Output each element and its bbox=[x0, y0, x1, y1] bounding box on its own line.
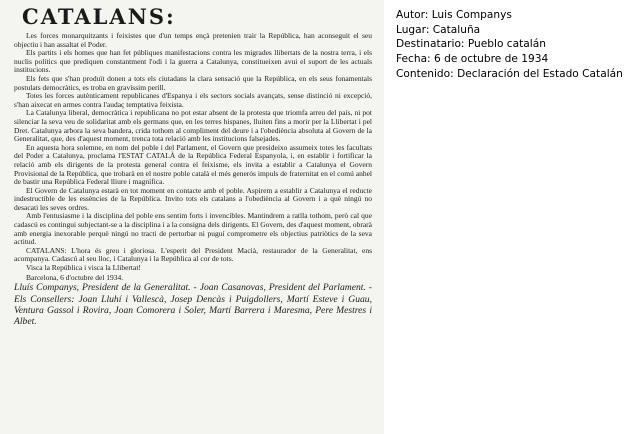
document-paragraph: En aquesta hora solemne, en nom del poble i del Parlament, el Govern que presideixo assumeix totes les facultats del Poder a Catalunya, proclama l'ESTAT CATALÀ de la República Federal Espanyola, i, en establir i fortificar la relació amb els dirigents de la protesta general contra el feixisme, els invita a establir a Catalunya el Govern Provisional de la República, que trobarà en el nostre poble català el més generós impuls de fraternitat en el comú anhel de bastir una República Federal lliure i magnífica. bbox=[14, 142, 372, 187]
metadata-content: Contenido: Declaración del Estado Catalán bbox=[396, 67, 623, 80]
document-paragraph: Amb l'entusiasme i la disciplina del poble ens sentim forts i invencibles. Mantindrem a ratlla tothom, però cal que cadascú es contingui subjectant-se a la disciplina i a la consigna dels dirigents. El Govern, des d'aquest moment, obrarà amb energia inexorable perquè ningú no tracti de pertorbar ni puguí comprometre els objectius patriòtics de la seva actitud. bbox=[14, 211, 372, 247]
signatories: Lluís Companys, President de la Generalitat. - Joan Casanovas, President del Parlament. - Els Consellers: Joan Lluhí i Vallescà, Josep Dencàs i Puigdollers, Martí Esteve i Guau, Ventura Gassol i Rovira, Joan Comorera i Soler, Martí Barrera i Maresma, Pere Mestres i Albet. bbox=[14, 282, 372, 328]
place-date: Barcelona, 6 d'octubre del 1934. bbox=[26, 272, 124, 282]
document-paragraph: Els fets que s'han produït donen a tots els ciutadans la clara sensació que la República, en els seus fonamentals postulats democràtics, es troba en gravíssim perill. bbox=[14, 73, 372, 92]
document-paragraph: El Govern de Catalunya estarà en tot moment en contacte amb el poble. Aspirem a establir a Catalunya el reducte indestructible de les essències de la República. Invito tots els catalans a l'obediència al Govern i a què ningú no desacati les seves ordres. bbox=[14, 185, 372, 212]
metadata-date: Fecha: 6 de octubre de 1934 bbox=[396, 53, 549, 66]
metadata-author: Autor: Luis Companys bbox=[396, 9, 512, 21]
document-paragraph: Els partits i els homes que han fet públiques manifestacions contra les migrades llibertats de la nostra terra, i els nuclis polítics que prediquen constantment l'odi i la guerra a Catalunya, constitueixen avui el suport de les actuals institucions. bbox=[14, 48, 372, 75]
document-paragraph: Totes les forces autènticament republicanes d'Espanya i els sectors socials avançats, sense distinció ni excepció, s'han aixecat en armes contra l'audaç temptativa feixista. bbox=[14, 91, 372, 109]
document-title: CATALANS: bbox=[22, 4, 176, 29]
document-body bbox=[14, 32, 372, 328]
metadata-panel bbox=[396, 8, 640, 82]
metadata-place: Lugar: Cataluña bbox=[396, 23, 481, 36]
document-paragraph: La Catalunya liberal, democràtica i republicana no pot estar absent de la protesta que triomfa arreu del país, ni pot silenciar la seva veu de solidaritat amb els germans que, en les terres hispanes, lluiten fins a morir per la Llibertat i pel Dret. Catalunya arbora la seva bandera, crida tothom al compliment del deure i a l'obediència absoluta al Govern de la Generalitat, que, des d'aquest moment, trenca tota relació amb les institucions falsejades. bbox=[14, 108, 372, 144]
document-paragraph: Visca la República i visca la Llibertat! bbox=[26, 263, 141, 273]
metadata-recipient: Destinatario: Pueblo catalán bbox=[396, 38, 546, 51]
document-paragraph: Les forces monarquitzants i feixistes que d'un temps ençà pretenien trair la República, han aconseguit el seu objectiu i han assaltat el Poder. bbox=[14, 31, 372, 49]
document-paragraph: CATALANS: L'hora és greu i gloriosa. L'esperit del President Macià, restaurador de la Generalitat, ens acompanya. Cadascú al seu lloc, i Catalunya i la República al cor de tots. bbox=[14, 245, 372, 264]
